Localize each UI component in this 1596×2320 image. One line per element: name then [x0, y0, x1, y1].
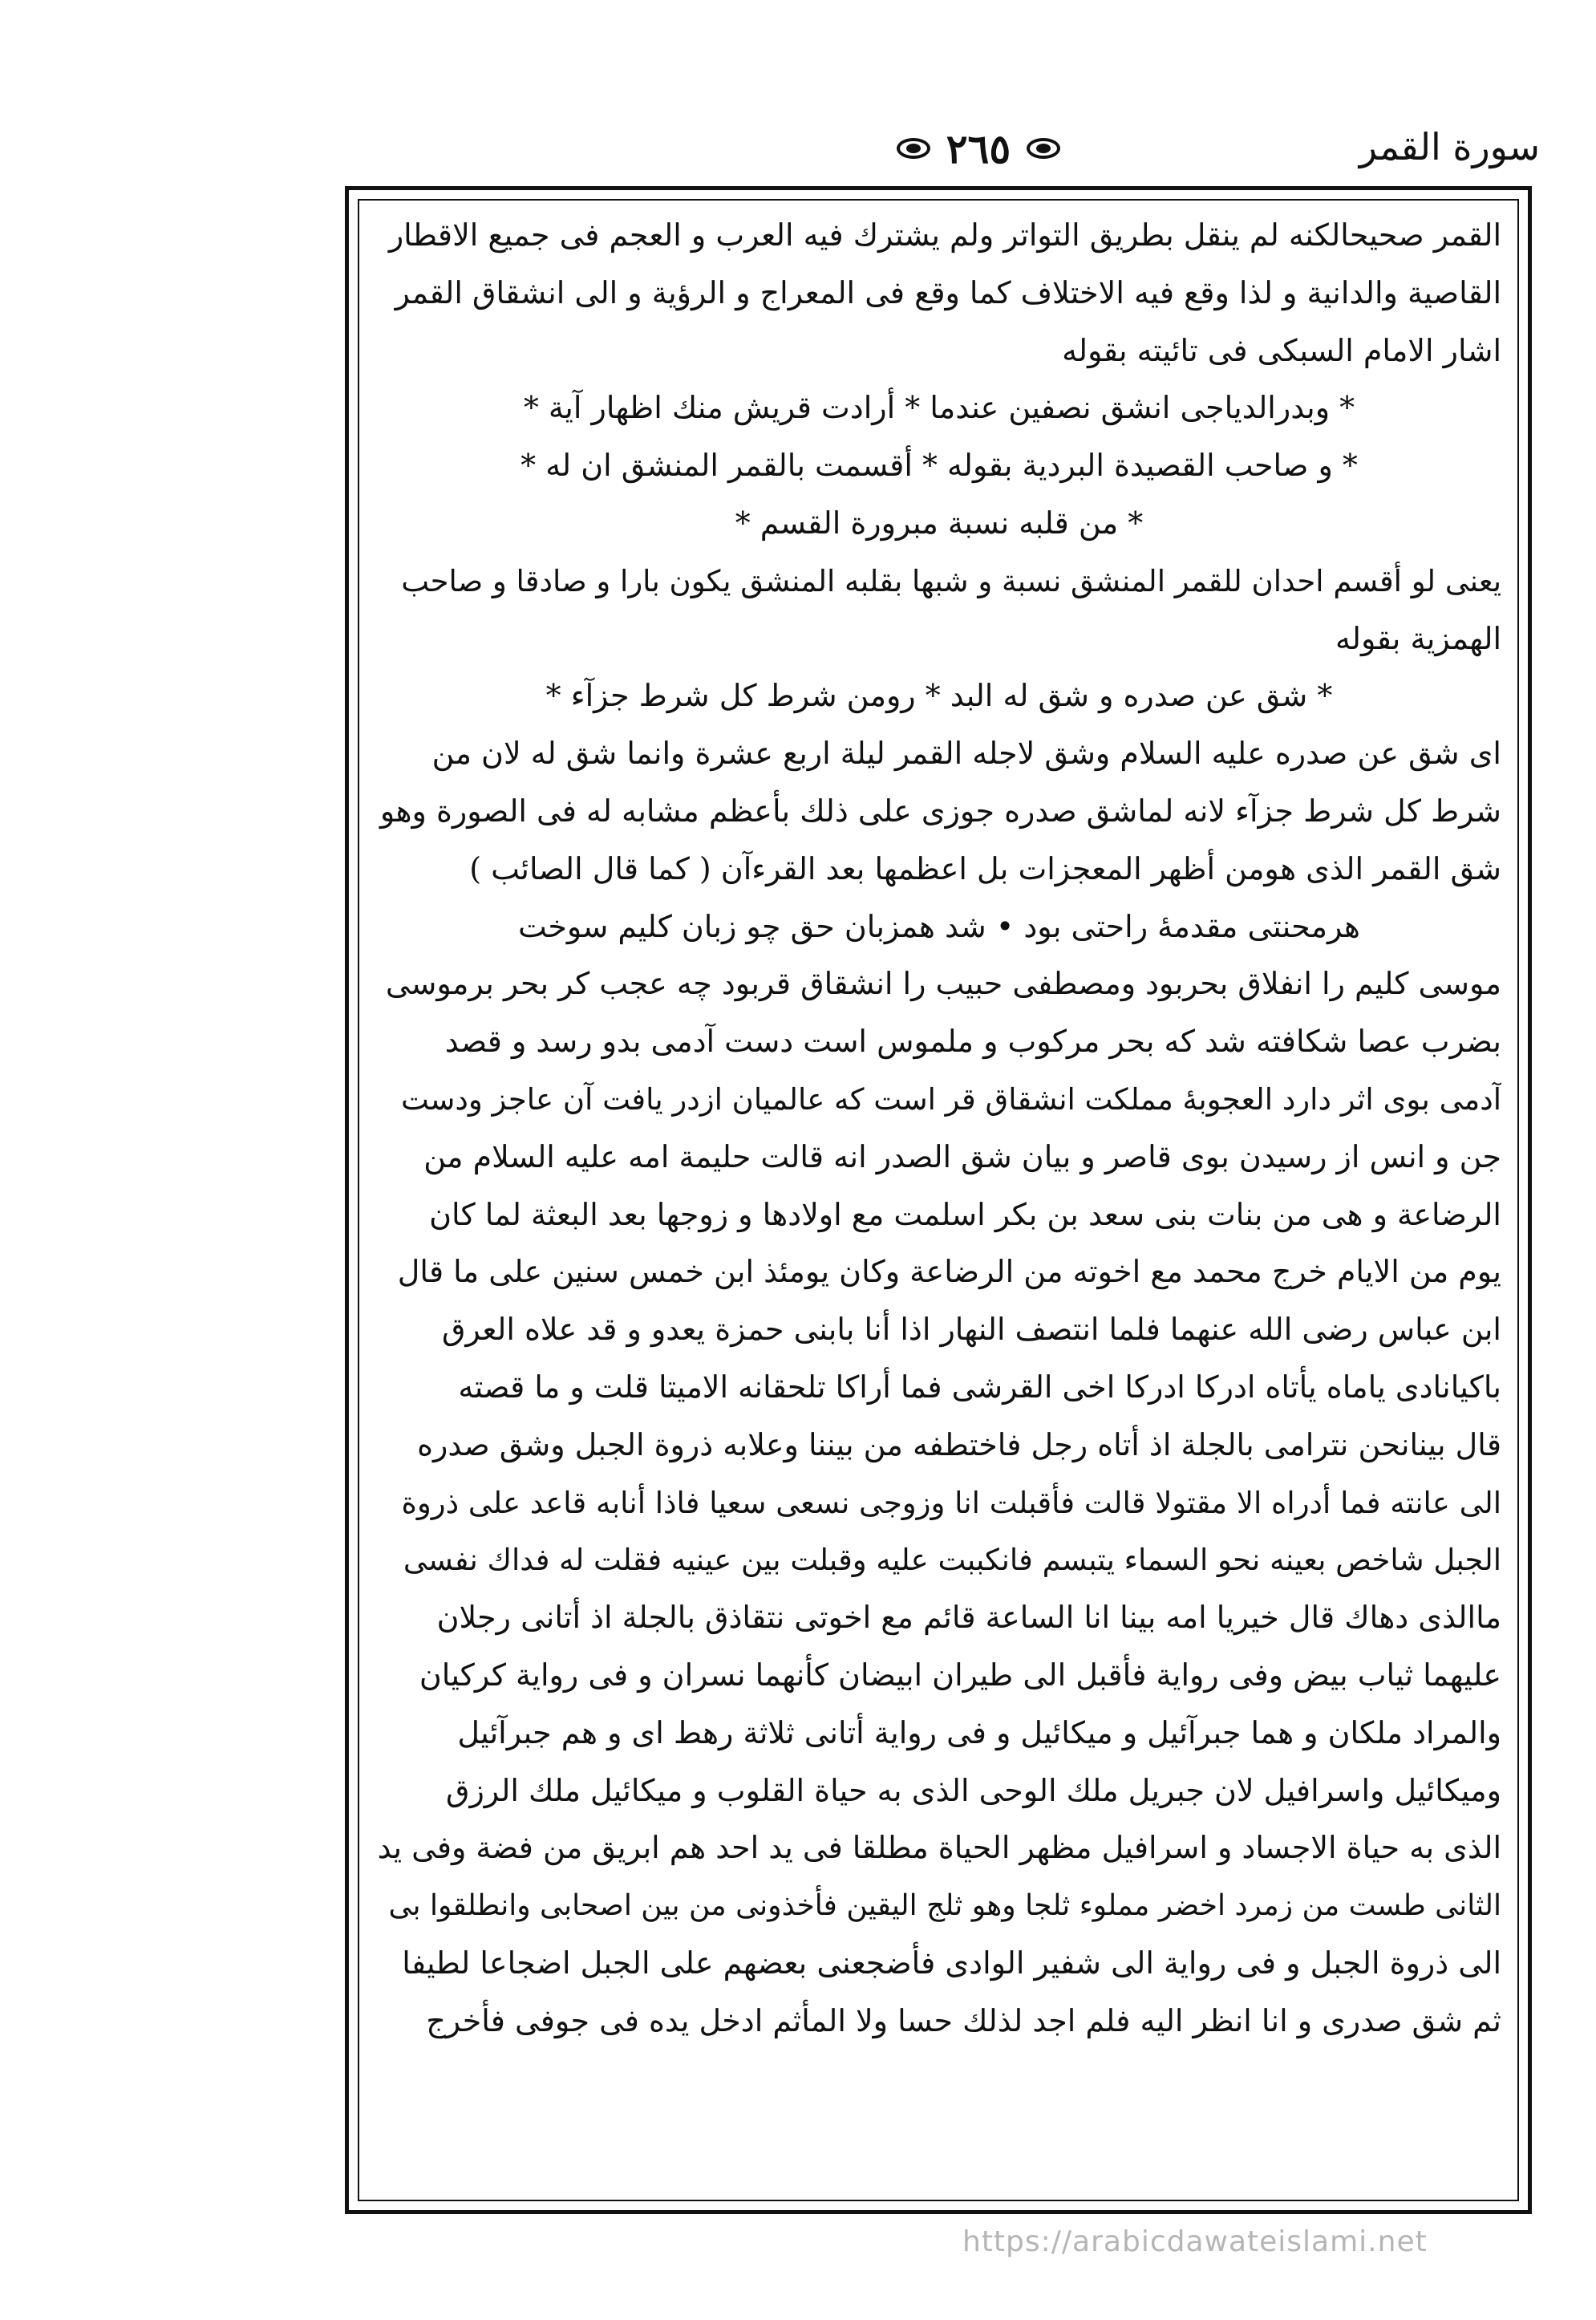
- surah-title: سورة القمر: [1359, 125, 1540, 168]
- text-line: الى ذروة الجبل و فى رواية الى شفير الوادى فأضجعنى بعضهم على الجبل اضجاعا لطيفا: [402, 1945, 1501, 1981]
- text-line: هرمحنتى مقدمهٔ راحتى بود • شد همزبان حق چو زبان كليم سوخت: [518, 908, 1360, 944]
- text-line: الهمزية بقوله: [1335, 620, 1501, 656]
- text-line: ماالذى دهاك قال خيريا امه بينا انا الساعة قائم مع اخوتى نتقاذق بالجلة اذ أتانى رجلان: [436, 1600, 1501, 1636]
- text-line: اشار الامام السبكى فى تائيته بقوله: [1062, 332, 1501, 368]
- text-line: * شق عن صدره و شق له البد * رومن شرط كل شرط جزآء *: [545, 678, 1333, 714]
- text-line: اى شق عن صدره عليه السلام وشق لاجله القمر ليلة اربع عشرة وانما شق له لان من: [431, 736, 1501, 772]
- text-line: يوم من الايام خرج محمد مع اخوته من الرضاعة وكان يومئذ ابن خمس سنين على ما قال: [397, 1254, 1501, 1290]
- text-line: والمراد ملكان و هما جبرآئيل و ميكائيل و فى رواية أتانى ثلاثة رهط اى و هم جبرآئيل: [457, 1714, 1501, 1750]
- text-line: شق القمر الذى هومن أظهر المعجزات بل اعظمها بعد القرءآن ( كما قال الصائب ): [469, 850, 1501, 886]
- ornament-right-icon: [1022, 135, 1065, 162]
- text-line: باكيانادى ياماه يأتاه ادركا ادركا اخى القرشى فما أراكا تلحقانه الاميتا قلت و ما قصته: [458, 1369, 1501, 1405]
- text-line: القمر صحيحالكنه لم ينقل بطريق التواتر ولم يشترك فيه العرب و العجم فى جميع الاقطار: [388, 217, 1501, 253]
- text-line: بضرب عصا شكافته شد كه بحر مركوب و ملموس است دست آدمى بدو رسد و قصد: [444, 1024, 1501, 1060]
- text-line: وميكائيل واسرافيل لان جبريل ملك الوحى الذى به حياة القلوب و ميكائيل ملك الرزق: [445, 1772, 1501, 1808]
- text-line: يعنى لو أقسم احدان للقمر المنشق نسبة و شبها بقلبه المنشق يكون بارا و صادقا و صاحب: [401, 563, 1501, 598]
- text-line: آدمى بوى اثر دارد العجوبهٔ مملكت انشقاق قر است كه عالميان ازدر يافت آن عاجز ودست: [401, 1081, 1501, 1117]
- text-line: شرط كل شرط جزآء لانه لماشق صدره جوزى على ذلك بأعظم مشابه له فى الصورة وهو: [379, 793, 1501, 829]
- text-line: الثانى طست من زمرد اخضر مملوء ثلجا وهو ثلج اليقين فأخذونى من بين اصحابى وانطلقوا بى: [388, 1889, 1501, 1923]
- text-line: القاصية والدانية و لذا وقع فيه الاختلاف كما وقع فى المعراج و الرؤية و الى انشقاق القمر: [395, 274, 1501, 310]
- text-line: جن و انس از رسيدن بوى قاصر و بيان شق الصدر انه قالت حليمة امه عليه السلام من: [423, 1138, 1501, 1174]
- page-number: ٢٦٥: [946, 124, 1011, 172]
- page-number-ornament: [850, 120, 1107, 176]
- text-line: الجبل شاخص بعينه نحو السماء يتبسم فانكببت عليه وقبلت بين عينيه فقلت له فداك نفسى: [403, 1543, 1501, 1578]
- text-line: الذى به حياة الاجساد و اسرافيل مظهر الحياة مطلقا فى يد احد هم ابريق من فضة وفى يد: [377, 1830, 1501, 1866]
- text-line: الرضاعة و هى من بنات بنى سعد بن بكر اسلمت مع اولادها و زوجها بعد البعثة لما كان: [429, 1196, 1501, 1232]
- text-body: [377, 207, 1501, 2050]
- text-line: * من قلبه نسبة مبرورة القسم *: [735, 505, 1144, 541]
- text-line: قال بينانحن نترامى بالجلة اذ أتاه رجل فاختطفه من بيننا وعلابه ذروة الجبل وشق صدره: [417, 1426, 1501, 1462]
- ornament-left-icon: [892, 135, 935, 162]
- text-line: ابن عباس رضى الله عنهما فلما انتصف النهار اذا أنا بابنى حمزة يعدو و قد علاه العرق: [441, 1312, 1501, 1348]
- text-line: موسى كليم را انفلاق بحربود ومصطفى حبيب را انشقاق قربود چه عجب كر بحر برموسى: [385, 966, 1501, 1002]
- text-line: ثم شق صدرى و انا انظر اليه فلم اجد لذلك حسا ولا المأثم ادخل يده فى جوفى فأخرج: [426, 2002, 1501, 2038]
- watermark-url: https://arabicdawateislami.net: [962, 2225, 1428, 2258]
- text-line: * و صاحب القصيدة البردية بقوله * أقسمت بالقمر المنشق ان له *: [521, 448, 1358, 484]
- page-header: [337, 120, 1540, 176]
- text-line: الى عانته فما أدراه الا مقتولا قالت فأقبلت انا وزوجى نسعى سعيا فاذا أنابه قاعد على ذروة: [401, 1485, 1501, 1520]
- text-line: * وبدرالدياجى انشق نصفين عندما * أرادت قريش منك اظهار آية *: [523, 390, 1355, 426]
- text-line: عليهما ثياب بيض وفى رواية فأقبل الى طيران ابيضان كأنهما نسران و فى رواية كركيان: [419, 1657, 1501, 1693]
